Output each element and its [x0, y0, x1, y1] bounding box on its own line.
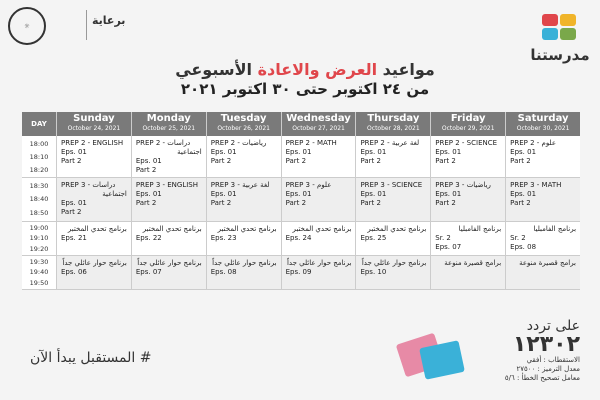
- table-row: [22, 136, 580, 178]
- schedule-cell: [430, 136, 505, 178]
- schedule-cell: [355, 222, 430, 256]
- program-line: Part 2: [285, 157, 307, 165]
- program-line: برامج قصيرة منوعة: [444, 259, 502, 267]
- divider: [86, 10, 87, 40]
- program-line: PREP 2 - رياضيات: [210, 139, 267, 147]
- time-label: 18:00: [29, 139, 49, 148]
- program-line: PREP 3 - ENGLISH: [135, 181, 198, 189]
- program-line: Eps. 01: [285, 148, 312, 156]
- table-header: [22, 112, 580, 136]
- page-title: [160, 60, 450, 79]
- program-line: Eps. 01: [135, 190, 162, 198]
- schedule-cell: [131, 136, 206, 178]
- program-line: Eps. 08: [510, 243, 537, 251]
- schedule-cell: [281, 178, 356, 222]
- time-slot: [22, 178, 56, 222]
- time-label: 19:20: [29, 244, 49, 253]
- program-line: برنامج حوار عائلي جداً: [286, 259, 352, 267]
- schedule-table: [22, 112, 580, 290]
- program-line: برنامج تحدي المختبر: [67, 225, 127, 233]
- program-line: Eps. 01: [210, 190, 237, 198]
- schedule-cell: [56, 178, 131, 222]
- time-label: 19:50: [29, 278, 49, 287]
- program-line: Eps. 01: [435, 148, 462, 156]
- schedule-cell: [355, 256, 430, 290]
- program-line: برنامج الفامبليا: [458, 225, 502, 233]
- time-slot: [22, 136, 56, 178]
- sponsor-label: برعاية: [92, 14, 126, 27]
- time-label: 19:40: [29, 268, 49, 277]
- time-slot: [22, 256, 56, 290]
- program-line: برنامج تحدي المختبر: [142, 225, 202, 233]
- brand-block: [542, 14, 558, 26]
- time-label: 19:00: [29, 224, 49, 233]
- frequency-label: على تردد: [526, 318, 580, 334]
- day-header: [206, 112, 281, 136]
- schedule-cell: [206, 222, 281, 256]
- schedule-cell: [56, 136, 131, 178]
- day-date: October 29, 2021: [441, 125, 495, 132]
- day-date: October 25, 2021: [142, 125, 196, 132]
- day-date: October 30, 2021: [516, 125, 570, 132]
- program-line: PREP 3 - لغة عربية: [210, 181, 270, 189]
- time-label: 18:40: [29, 195, 49, 204]
- day-name: Sunday: [73, 113, 115, 124]
- program-line: PREP 2 - MATH: [285, 139, 337, 147]
- frequency-meta: الاستقطاب : أفقي: [526, 356, 580, 364]
- day-column-header: DAY: [22, 112, 56, 136]
- ministry-seal-icon: ☼: [8, 7, 46, 45]
- program-line: Sr. 2: [510, 234, 526, 242]
- program-line: برامج قصيرة منوعة: [519, 259, 577, 267]
- day-name: Saturday: [517, 113, 569, 124]
- program-line: Part 2: [435, 157, 456, 165]
- schedule-cell: [430, 222, 505, 256]
- day-header: [355, 112, 430, 136]
- program-line: Eps. 07: [435, 243, 462, 251]
- program-line: PREP 2 - ENGLISH: [61, 139, 124, 147]
- program-line: برنامج تحدي المختبر: [217, 225, 277, 233]
- schedule-cell: [281, 256, 356, 290]
- day-name: Wednesday: [286, 113, 351, 124]
- program-line: Eps. 22: [135, 234, 162, 242]
- schedule-cell: [131, 222, 206, 256]
- program-line: Eps. 01: [61, 148, 87, 156]
- slogan: # المستقبل يبدأ الآن: [30, 350, 152, 366]
- program-line: برنامج تحدي المختبر: [292, 225, 352, 233]
- day-name: Monday: [146, 113, 191, 124]
- program-line: PREP 2 - دراسات: [135, 139, 191, 147]
- title-highlight: العرض والاعادة: [257, 60, 378, 79]
- day-header: [430, 112, 505, 136]
- program-line: Eps. 01: [285, 190, 312, 198]
- table-row: [22, 178, 580, 222]
- schedule-cell: [355, 178, 430, 222]
- day-header: [131, 112, 206, 136]
- program-line: PREP 3 - SCIENCE: [360, 181, 423, 189]
- program-line: PREP 2 - لغة عربية: [360, 139, 420, 147]
- table-body: [22, 136, 580, 290]
- schedule-cell: [206, 136, 281, 178]
- title-prefix: مواعيد: [377, 60, 435, 79]
- program-line: Eps. 01: [510, 190, 537, 198]
- program-line: برنامج حوار عائلي جداً: [137, 259, 202, 267]
- program-line: برنامج الفامبليا: [533, 225, 577, 233]
- program-line: Part 2: [210, 199, 232, 207]
- program-line: Eps. 07: [135, 268, 162, 276]
- program-line: Part 2: [61, 208, 82, 216]
- program-line: PREP 2 - علوم: [510, 139, 556, 147]
- frequency-meta: معدل الترميز : ٢٧٥٠٠: [516, 365, 580, 373]
- frequency-number: ١٢٣٠٢: [512, 332, 580, 357]
- program-line: PREP 3 - رياضيات: [435, 181, 491, 189]
- program-line: Eps. 01: [435, 190, 462, 198]
- schedule-cell: [430, 256, 505, 290]
- brand-logo: [530, 14, 590, 74]
- program-line: Eps. 09: [285, 268, 312, 276]
- program-line: Eps. 21: [61, 234, 87, 242]
- program-line: Part 2: [360, 157, 381, 165]
- program-line: Part 2: [61, 157, 82, 165]
- title-suffix: الأسبوعي: [175, 60, 258, 79]
- brand-block: [560, 28, 576, 40]
- program-line: اجتماعية: [102, 190, 127, 198]
- brand-block: [542, 28, 558, 40]
- program-line: Eps. 01: [61, 199, 87, 207]
- books-illustration: [400, 330, 470, 380]
- program-line: برنامج حوار عائلي جداً: [62, 259, 127, 267]
- program-line: Eps. 01: [360, 190, 387, 198]
- program-line: Part 2: [510, 199, 531, 207]
- table-row: [22, 222, 580, 256]
- program-line: برنامج تحدي المختبر: [367, 225, 427, 233]
- ministry-logo: [8, 4, 86, 48]
- program-line: Eps. 01: [135, 157, 162, 165]
- schedule-cell: [281, 136, 356, 178]
- program-line: برنامج حوار عائلي جداً: [212, 259, 277, 267]
- program-line: Part 2: [135, 166, 157, 174]
- program-line: Eps. 01: [360, 148, 387, 156]
- program-line: Eps. 23: [210, 234, 237, 242]
- program-line: اجتماعية: [177, 148, 202, 156]
- schedule-cell: [56, 222, 131, 256]
- program-line: Part 2: [210, 157, 232, 165]
- program-line: Part 2: [360, 199, 381, 207]
- schedule-cell: [505, 178, 580, 222]
- time-slot: [22, 222, 56, 256]
- program-line: Part 2: [510, 157, 531, 165]
- program-line: PREP 3 - MATH: [510, 181, 562, 189]
- time-label: 18:30: [29, 181, 49, 190]
- day-header: [505, 112, 580, 136]
- schedule-cell: [505, 222, 580, 256]
- time-label: 18:50: [29, 209, 49, 218]
- program-line: برنامج حوار عائلي جداً: [361, 259, 427, 267]
- day-date: October 27, 2021: [292, 125, 345, 132]
- program-line: Eps. 10: [360, 268, 387, 276]
- day-date: October 26, 2021: [217, 125, 270, 132]
- day-date: October 28, 2021: [367, 125, 420, 132]
- day-name: Friday: [450, 113, 486, 124]
- schedule-cell: [505, 136, 580, 178]
- brand-name: مدرستنا: [530, 46, 590, 64]
- day-header: [56, 112, 131, 136]
- time-label: 18:20: [29, 165, 49, 174]
- day-name: Thursday: [367, 113, 420, 124]
- schedule-cell: [430, 178, 505, 222]
- program-line: Eps. 08: [210, 268, 237, 276]
- schedule-cell: [281, 222, 356, 256]
- schedule-cell: [206, 178, 281, 222]
- program-line: PREP 2 - SCIENCE: [435, 139, 498, 147]
- time-label: 18:10: [29, 152, 49, 161]
- program-line: Eps. 24: [285, 234, 312, 242]
- schedule-cell: [355, 136, 430, 178]
- time-label: 19:10: [29, 234, 49, 243]
- frequency-info: [470, 318, 580, 383]
- program-line: Part 2: [435, 199, 456, 207]
- program-line: PREP 3 - علوم: [285, 181, 332, 189]
- page-subtitle: من ٢٤ اكتوبر حتى ٣٠ اكتوبر ٢٠٢١: [180, 80, 430, 98]
- schedule-cell: [56, 256, 131, 290]
- program-line: Sr. 2: [435, 234, 451, 242]
- program-line: Eps. 01: [210, 148, 237, 156]
- day-name: Tuesday: [220, 113, 267, 124]
- program-line: Part 2: [135, 199, 157, 207]
- day-header: [281, 112, 356, 136]
- table-row: [22, 256, 580, 290]
- program-line: Eps. 06: [61, 268, 87, 276]
- schedule-cell: [505, 256, 580, 290]
- brand-blocks-icon: [542, 14, 578, 40]
- frequency-meta: معامل تصحيح الخطأ : ٥/٦: [504, 374, 580, 382]
- brand-block: [560, 14, 576, 26]
- program-line: PREP 3 - دراسات: [61, 181, 116, 189]
- time-label: 19:30: [29, 258, 49, 267]
- program-line: Eps. 01: [510, 148, 537, 156]
- day-date: October 24, 2021: [67, 125, 121, 132]
- program-line: Eps. 25: [360, 234, 387, 242]
- book-icon: [419, 340, 465, 380]
- schedule-cell: [206, 256, 281, 290]
- schedule-cell: [131, 178, 206, 222]
- schedule-cell: [131, 256, 206, 290]
- program-line: Part 2: [285, 199, 307, 207]
